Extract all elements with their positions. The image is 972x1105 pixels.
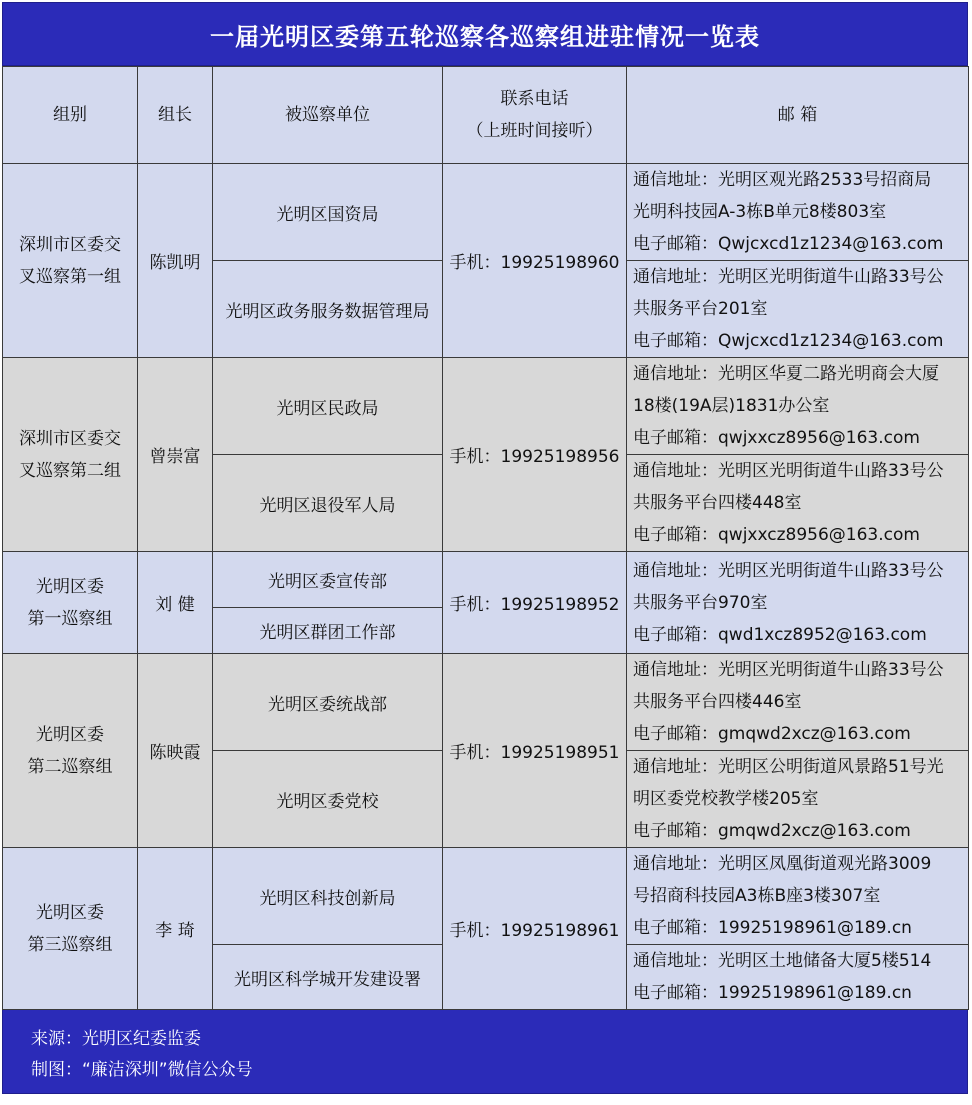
group-leader: 陈映霞 — [138, 654, 213, 848]
group-name: 光明区委 第三巡察组 — [3, 848, 138, 1010]
mailing-info: 通信地址：光明区光明街道牛山路33号公 共服务平台201室 电子邮箱：Qwjcxcd1z1234@163.com — [627, 261, 969, 358]
table-row — [3, 358, 969, 455]
inspected-unit: 光明区委宣传部 — [213, 552, 443, 608]
table-row — [3, 654, 969, 751]
inspected-unit: 光明区科技创新局 — [213, 848, 443, 945]
contact-phone: 手机：19925198956 — [443, 358, 627, 552]
table-row — [3, 848, 969, 945]
group-leader: 李 琦 — [138, 848, 213, 1010]
mailing-info: 通信地址：光明区土地储备大厦5楼514 电子邮箱：19925198961@189.cn — [627, 945, 969, 1010]
inspected-unit: 光明区群团工作部 — [213, 608, 443, 654]
mailing-info: 通信地址：光明区华夏二路光明商会大厦 18楼(19A层)1831办公室 电子邮箱：qwjxxcz8956@163.com — [627, 358, 969, 455]
inspected-unit: 光明区国资局 — [213, 164, 443, 261]
inspected-unit: 光明区委党校 — [213, 751, 443, 848]
group-name: 光明区委 第二巡察组 — [3, 654, 138, 848]
header-unit: 被巡察单位 — [213, 67, 443, 164]
contact-phone: 手机：19925198951 — [443, 654, 627, 848]
header-group: 组别 — [3, 67, 138, 164]
header-leader: 组长 — [138, 67, 213, 164]
header-phone — [443, 67, 627, 164]
mailing-info: 通信地址：光明区观光路2533号招商局 光明科技园A-3栋B单元8楼803室 电子邮箱：Qwjcxcd1z1234@163.com — [627, 164, 969, 261]
contact-phone: 手机：19925198952 — [443, 552, 627, 654]
group-name: 光明区委 第一巡察组 — [3, 552, 138, 654]
group-leader: 刘 健 — [138, 552, 213, 654]
footer — [2, 1010, 968, 1094]
inspected-unit: 光明区民政局 — [213, 358, 443, 455]
footer-made-by: 制图：“廉洁深圳”微信公众号 — [31, 1060, 253, 1080]
mailing-info: 通信地址：光明区光明街道牛山路33号公 共服务平台970室 电子邮箱：qwd1xcz8952@163.com — [627, 552, 969, 654]
mailing-info: 通信地址：光明区光明街道牛山路33号公 共服务平台四楼446室 电子邮箱：gmqwd2xcz@163.com — [627, 654, 969, 751]
header-mail: 邮 箱 — [627, 67, 969, 164]
table-row — [3, 164, 969, 261]
header-phone-line1: 联系电话 — [500, 89, 569, 109]
inspected-unit: 光明区科学城开发建设署 — [213, 945, 443, 1010]
group-leader: 陈凯明 — [138, 164, 213, 358]
footer-source: 来源：光明区纪委监委 — [31, 1029, 201, 1049]
table-title: 一届光明区委第五轮巡察各巡察组进驻情况一览表 — [2, 2, 968, 66]
mailing-info: 通信地址：光明区公明街道风景路51号光 明区委党校教学楼205室 电子邮箱：gmqwd2xcz@163.com — [627, 751, 969, 848]
group-leader: 曾崇富 — [138, 358, 213, 552]
group-name: 深圳市区委交 叉巡察第二组 — [3, 358, 138, 552]
page-container — [2, 2, 968, 1094]
table-row — [3, 552, 969, 608]
inspected-unit: 光明区委统战部 — [213, 654, 443, 751]
header-row — [3, 67, 969, 164]
header-phone-line2: （上班时间接听） — [466, 121, 603, 141]
inspected-unit: 光明区退役军人局 — [213, 455, 443, 552]
inspected-unit: 光明区政务服务数据管理局 — [213, 261, 443, 358]
contact-phone: 手机：19925198961 — [443, 848, 627, 1010]
mailing-info: 通信地址：光明区光明街道牛山路33号公 共服务平台四楼448室 电子邮箱：qwjxxcz8956@163.com — [627, 455, 969, 552]
contact-phone: 手机：19925198960 — [443, 164, 627, 358]
group-name: 深圳市区委交 叉巡察第一组 — [3, 164, 138, 358]
mailing-info: 通信地址：光明区凤凰街道观光路3009 号招商科技园A3栋B座3楼307室 电子邮箱：19925198961@189.cn — [627, 848, 969, 945]
inspection-table — [2, 66, 969, 1010]
